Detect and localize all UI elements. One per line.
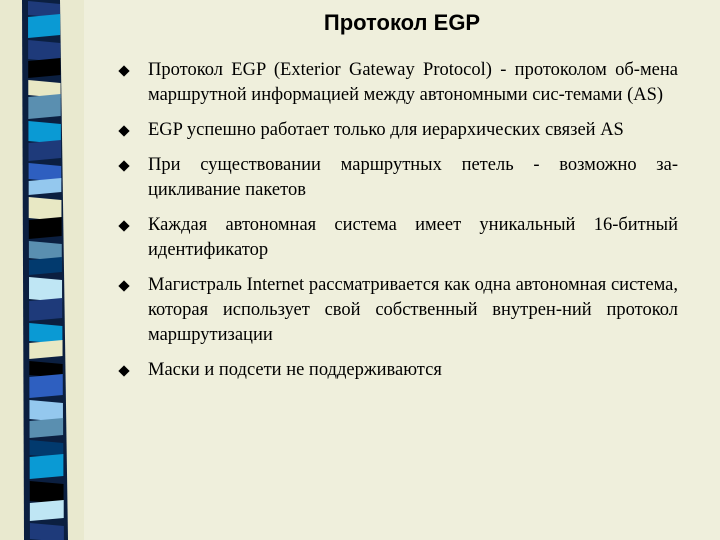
stripe-tile: [28, 58, 60, 78]
decorative-stripe-strip: [0, 0, 84, 540]
bullet-text: При существовании маршрутных петель - возможно за-цикливание пакетов: [148, 155, 678, 200]
slide-title: Протокол EGP: [323, 10, 481, 35]
bullet-item: [118, 358, 678, 383]
bullet-text: Магистраль Internet рассматривается как одна автономная система, которая использует свой собственный внутрен-ний протокол маршрутизации: [148, 275, 678, 345]
bullet-item: [118, 273, 678, 348]
decorative-stripe-panel: [0, 0, 84, 540]
bullet-list: [118, 58, 678, 393]
stripe-tile: [28, 94, 60, 119]
stripe-tile: [29, 374, 62, 398]
stripe-tile: [30, 454, 64, 479]
diamond-bullet-icon: [118, 365, 129, 376]
bullet-text: Каждая автономная система имеет уникальный 16-битный идентификатор: [148, 215, 678, 260]
stripe-tile: [29, 197, 62, 221]
stripe-tile: [29, 178, 62, 195]
stripe-tile: [28, 14, 60, 38]
diamond-bullet-icon: [118, 280, 129, 291]
bullet-text: Маски и подсети не поддерживаются: [148, 360, 442, 380]
stripe-tile: [29, 340, 62, 359]
bullet-item: [118, 118, 678, 143]
diamond-bullet-icon: [118, 220, 129, 231]
stripe-tile: [29, 257, 62, 275]
bullet-item: [118, 58, 678, 108]
stripe-tile: [29, 140, 62, 161]
bullet-item: [118, 213, 678, 263]
diamond-bullet-icon: [118, 125, 129, 136]
diamond-bullet-icon: [118, 65, 129, 76]
stripe-tile: [30, 500, 64, 521]
bullet-text: EGP успешно работает только для иерархических связей AS: [148, 120, 624, 140]
stripe-tile: [29, 298, 62, 321]
bullet-text: Протокол EGP (Exterior Gateway Protocol) - протоколом об-мена маршрутной информацией между автономными сис-темами (AS): [148, 60, 678, 105]
bullet-item: [118, 153, 678, 203]
stripe-tile: [30, 418, 64, 438]
stripe-tile: [29, 277, 62, 302]
stripe-tile: [29, 217, 62, 239]
diamond-bullet-icon: [118, 160, 129, 171]
